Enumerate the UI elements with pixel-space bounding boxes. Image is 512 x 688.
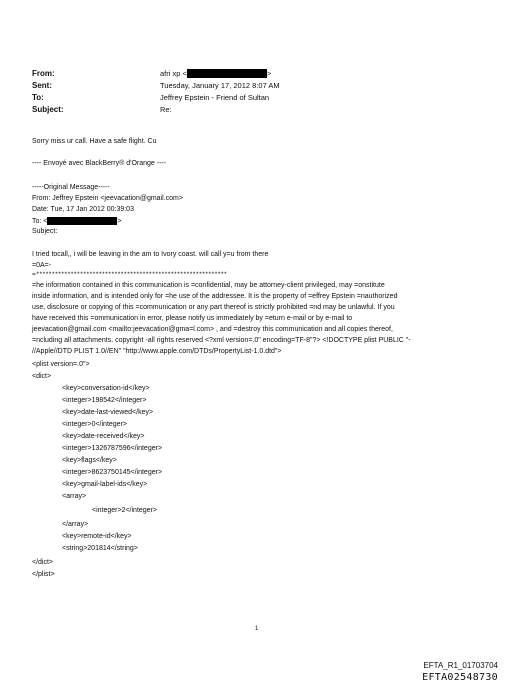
original-to-prefix: To: < [32, 218, 48, 225]
disclaimer-line: inside information, and is intended only for =he use of the addressee. It is the property of =effrey Epstein =nauthorized [32, 293, 398, 300]
bates-number-secondary: EFTA02548730 [422, 672, 498, 683]
plist-line: <key>date-received</key> [62, 433, 145, 440]
disclaimer-line: =ncluding all attachments. copyright -all rights reserved <?xml version=.0" encoding=TF-8"?> <!DOCTYPE plist PUBLIC "- [32, 337, 411, 344]
disclaimer-line: use, disclosure or copying of this =communication or any part thereof is strictly prohibited =nd may be unlawful. If you [32, 304, 395, 311]
sent-label: Sent: [32, 81, 52, 90]
subject-label: Subject: [32, 105, 64, 114]
from-name: afri xp < [160, 69, 187, 78]
original-subject: Subject: [32, 228, 58, 235]
plist-line: <plist version=.0"> [32, 361, 90, 368]
plist-line: </array> [62, 521, 89, 528]
plist-line: <key>flags</key> [62, 457, 117, 464]
code-line: =0A=- [32, 262, 52, 269]
reply-signature: ---- Envoyé avec BlackBerry® d'Orange ---- [32, 160, 167, 167]
plist-line: <key>conversation-id</key> [62, 385, 150, 392]
redaction-bar [47, 217, 117, 225]
reply-line-1: Sorry miss ur call. Have a safe flight. Cu [32, 138, 157, 145]
disclaimer-line: //Apple//DTD PLIST 1.0//EN" "http://www.apple.com/DTDs/PropertyList-1.0.dtd"> [32, 348, 282, 355]
from-tail: > [266, 69, 272, 78]
plist-line: <array> [62, 493, 87, 500]
sent-value: Tuesday, January 17, 2012 8:07 AM [160, 81, 280, 90]
plist-line: <integer>1326787596</integer> [62, 445, 163, 452]
redaction-bar [187, 69, 267, 78]
plist-line: <key>remote-id</key> [62, 533, 132, 540]
original-date: Date: Tue, 17 Jan 2012 00:39:03 [32, 206, 134, 213]
plist-line: <integer>0</integer> [62, 421, 127, 428]
to-value: Jeffrey Epstein - Friend of Sultan [160, 93, 270, 102]
plist-line: <key>date-last-viewed</key> [62, 409, 154, 416]
disclaimer-line: jeevacation@gmail.com <mailto:jeevacation@gma=l.com> , and =destroy this communication and all copies thereof, [32, 326, 393, 333]
from-label: From: [32, 69, 55, 78]
original-heading: -----Original Message----- [32, 184, 110, 191]
from-value [160, 69, 271, 78]
plist-line: <integer>2</integer> [92, 507, 157, 514]
original-to-suffix: > [117, 218, 122, 225]
bates-number-primary: EFTA_R1_01703704 [423, 661, 498, 670]
stars-line: =************************************************************* [32, 271, 228, 278]
plist-line: <integer>8623750145</integer> [62, 469, 163, 476]
disclaimer-line: =he information contained in this communication is =confidential, may be attorney-client privileged, may =onstitute [32, 282, 385, 289]
original-to [32, 217, 121, 225]
original-message: I tried tocall,, i will be leaving in the am to Ivory coast. will call y=u from there [32, 251, 269, 258]
plist-line: </dict> [32, 559, 54, 566]
plist-line: </plist> [32, 571, 55, 578]
plist-line: <dict> [32, 373, 52, 380]
plist-line: <key>gmail-label-ids</key> [62, 481, 148, 488]
to-label: To: [32, 93, 44, 102]
plist-line: <string>201814</string> [62, 545, 138, 552]
original-from: From: Jeffrey Epstein <jeevacation@gmail.com> [32, 195, 183, 202]
plist-line: <integer>198542</integer> [62, 397, 147, 404]
subject-value: Re: [160, 105, 172, 114]
page-number: 1 [255, 626, 259, 632]
disclaimer-line: have received this =ommunication in error, please notify us immediately by =eturn e-mail or by e-mail to [32, 315, 353, 322]
